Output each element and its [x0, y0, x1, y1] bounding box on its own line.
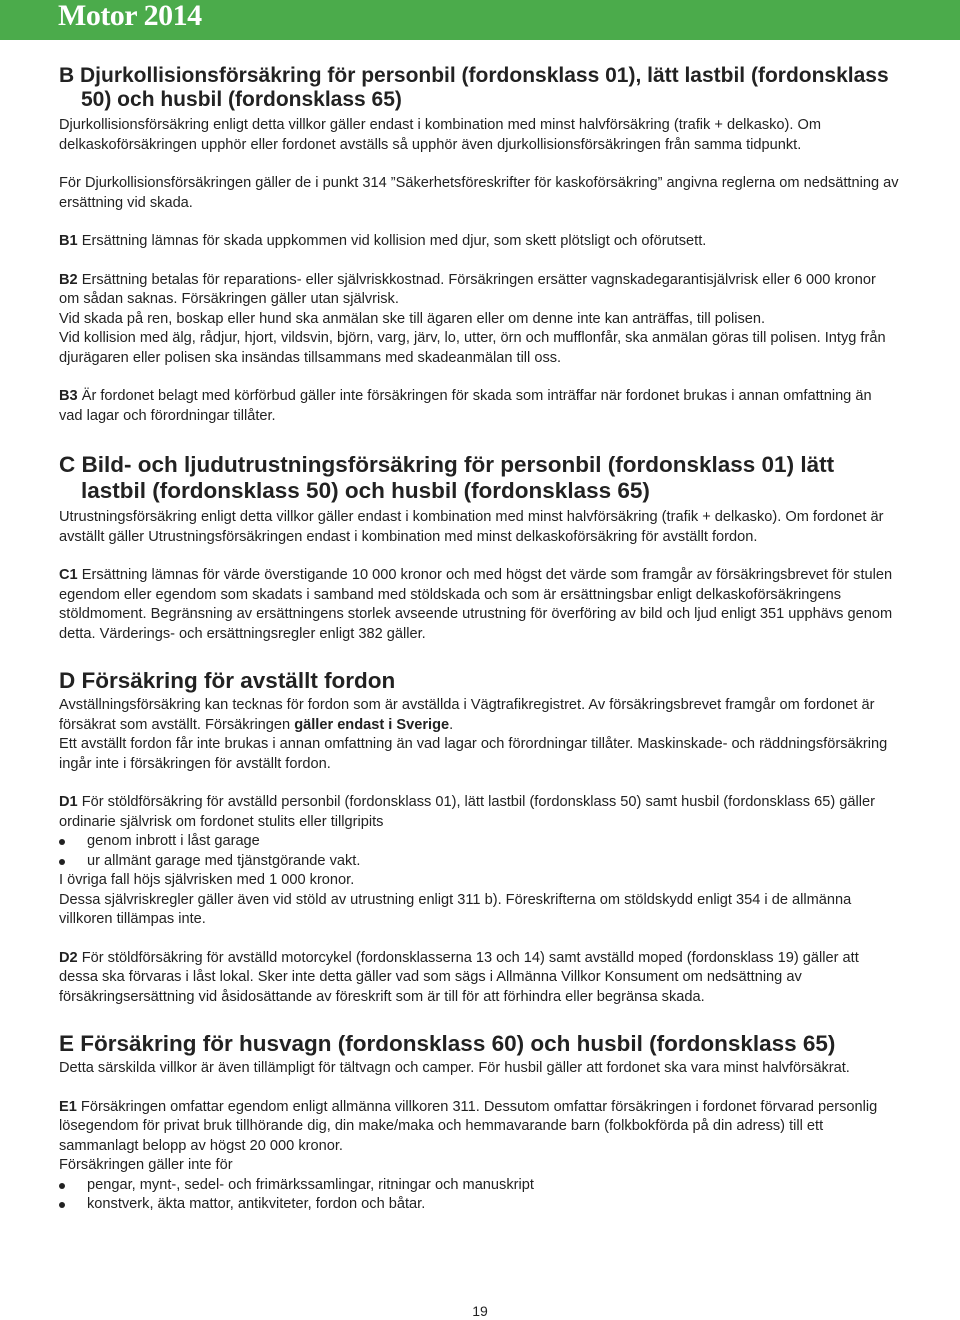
bullet-icon [59, 1183, 65, 1189]
clause-b2 [59, 271, 899, 310]
clause-b3-text: Är fordonet belagt med körförbud gäller inte försäkringen för skada som inträffar när fordonet brukas i annan omfattning än vad lagar och förordningar tillåter. [59, 388, 872, 424]
list-item-text: ur allmänt garage med tjänstgörande vakt. [87, 852, 361, 869]
section-d-intro-text: Avställningsförsäkring kan tecknas för fordon som är avställda i Vägtrafikregistret. Av försäkringsbrevet framgår om fordonet är försäkrat som avställt. Försäkringen [59, 697, 875, 733]
clause-b1 [59, 232, 899, 252]
clause-d1-label: D1 [59, 794, 78, 810]
clause-b1-label: B1 [59, 233, 78, 249]
list-item [59, 832, 899, 852]
page-header-bar [0, 0, 960, 40]
clause-b3-label: B3 [59, 388, 78, 404]
section-d-heading: D Försäkring för avställt fordon [59, 668, 396, 693]
clause-b2-paragraph-2: Vid skada på ren, boskap eller hund ska anmälan ske till ägaren eller om denne inte kan anträffas, till polisen. [59, 310, 766, 327]
clause-b2-text: Ersättning betalas för reparations- eller självriskkostnad. Försäkringen ersätter vagnskadegarantisjälvrisk eller 6 000 kronor om sådan saknas. Försäkringen gäller utan självrisk. [59, 271, 876, 307]
section-d-intro [59, 696, 899, 735]
clause-b1-text: Ersättning lämnas för skada uppkommen vid kollision med djur, som skett plötsligt och oförutsett. [81, 233, 707, 249]
section-e-intro: Detta särskilda villkor är även tillämpligt för tältvagn och camper. För husbil gäller att fordonet ska vara minst halvförsäkrat. [59, 1060, 850, 1076]
section-c-heading: C Bild- och ljudutrustningsförsäkring för personbil (fordonsklass 01) lätt lastbil (fordonsklass 50) och husbil (fordonsklass 65) [59, 452, 835, 503]
clause-d2 [59, 949, 899, 1008]
clause-e1 [59, 1098, 899, 1157]
section-d-intro-emphasis: gäller endast i Sverige [294, 716, 450, 733]
clause-b3 [59, 387, 899, 426]
clause-d1-list [59, 832, 899, 871]
list-item [59, 1176, 899, 1196]
section-e-heading: E Försäkring för husvagn (fordonsklass 60) och husbil (fordonsklass 65) [59, 1031, 836, 1056]
clause-e1-label: E1 [59, 1098, 77, 1115]
clause-d1 [59, 793, 899, 832]
clause-d1-after-2: Dessa självriskregler gäller även vid stöld av utrustning enligt 311 b). Föreskrifterna om stöldskydd enligt 354 i de allmänna villkoren tillämpas inte. [59, 891, 852, 927]
clause-e1-exclusions-intro: Försäkringen gäller inte för [59, 1157, 233, 1173]
section-c-intro: Utrustningsförsäkring enligt detta villkor gäller endast i kombination med minst halvförsäkring (trafik + delkasko). Om fordonet är avställt gäller Utrustningsförsäkringen endast i kombination med minst delkaskoförsäkring för avställt fordon. [59, 509, 884, 545]
clause-d2-label: D2 [59, 949, 78, 966]
clause-e1-list [59, 1176, 899, 1215]
bullet-icon [59, 859, 65, 865]
clause-c1-label: C1 [59, 567, 78, 583]
clause-c1-text: Ersättning lämnas för värde överstigande 10 000 kronor och med högst det värde som framgår av försäkringsbrevet för stulen egendom eller egendom som skadats i samband med stöldskada och som är ersättningsbar enligt delkaskoförsäkringens stöldmoment. Begränsning av ersättningens storlek avseende utrustning för överföring av bild och ljud enligt 351 upphävs genom detta. Värderings- och ersättningsregler enligt 382 gäller. [59, 567, 893, 642]
bullet-icon [59, 839, 65, 845]
section-b-intro: Djurkollisionsförsäkring enligt detta villkor gäller endast i kombination med minst halvförsäkring (trafik + delkasko). Om delkaskoförsäkringen upphör eller fordonet avställs så upphör även djurkollisionsförsäkringen från samma tidpunkt. [59, 117, 822, 153]
clause-d2-text: För stöldförsäkring för avställd motorcykel (fordonsklasserna 13 och 14) samt avställd moped (fordonsklass 19) gäller att dessa ska förvaras i låst lokal. Sker inte detta gäller vad som sägs i Allmänna Villkor Konsument om nedsättning av försäkringsersättning vid åsidosättande av föreskrift som är till för att förhindra eller begränsa skada. [59, 949, 859, 1005]
section-d-paragraph: Ett avställt fordon får inte brukas i annan omfattning än vad lagar och förordningar tillåter. Maskinskade- och räddningsförsäkring ingår inte i försäkringen för avställt fordon. [59, 736, 888, 772]
list-item [59, 1195, 899, 1215]
clause-d1-text: För stöldförsäkring för avställd personbil (fordonsklass 01), lätt lastbil (fordonsklass 50) samt husbil (fordonsklass 65) gäller ordinarie självrisk om fordonet stulits eller tillgripits [59, 794, 875, 830]
list-item [59, 852, 899, 872]
section-b-heading: B Djurkollisionsförsäkring för personbil (fordonsklass 01), lätt lastbil (fordonsklass 50) och husbil (fordonsklass 65) [59, 64, 889, 111]
bullet-icon [59, 1202, 65, 1208]
list-item-text: genom inbrott i låst garage [87, 833, 260, 849]
list-item-text: pengar, mynt-, sedel- och frimärkssamlingar, ritningar och manuskript [87, 1176, 534, 1193]
clause-b2-paragraph-3: Vid kollision med älg, rådjur, hjort, vildsvin, björn, varg, järv, lo, utter, örn och mufflonfår, ska anmälan göras till polisen. Intyg från djurägaren eller polisen ska insändas tillsammans med skadeanmälan till oss. [59, 330, 886, 366]
section-b-paragraph: För Djurkollisionsförsäkringen gäller de i punkt 314 ”Säkerhetsföreskrifter för kaskoförsäkring” angivna reglerna om nedsättning av ersättning vid skada. [59, 175, 899, 211]
clause-d1-after-1: I övriga fall höjs självrisken med 1 000 kronor. [59, 872, 355, 888]
page-number: 19 [472, 1303, 488, 1319]
clause-c1 [59, 566, 899, 644]
list-item-text: konstverk, äkta mattor, antikviteter, fordon och båtar. [87, 1196, 426, 1212]
section-d-intro-end: . [449, 716, 454, 733]
document-title: Motor 2014 [58, 0, 202, 32]
clause-b2-label: B2 [59, 271, 78, 288]
document-body [59, 64, 899, 1215]
clause-e1-text: Försäkringen omfattar egendom enligt allmänna villkoren 311. Dessutom omfattar försäkringen i fordonet förvarad personlig lösegendom för privat bruk tillhörande dig, din make/maka och hemmavarande barn (folkbokförda på din adress) till ett sammanlagt belopp av högst 20 000 kronor. [59, 1098, 878, 1154]
